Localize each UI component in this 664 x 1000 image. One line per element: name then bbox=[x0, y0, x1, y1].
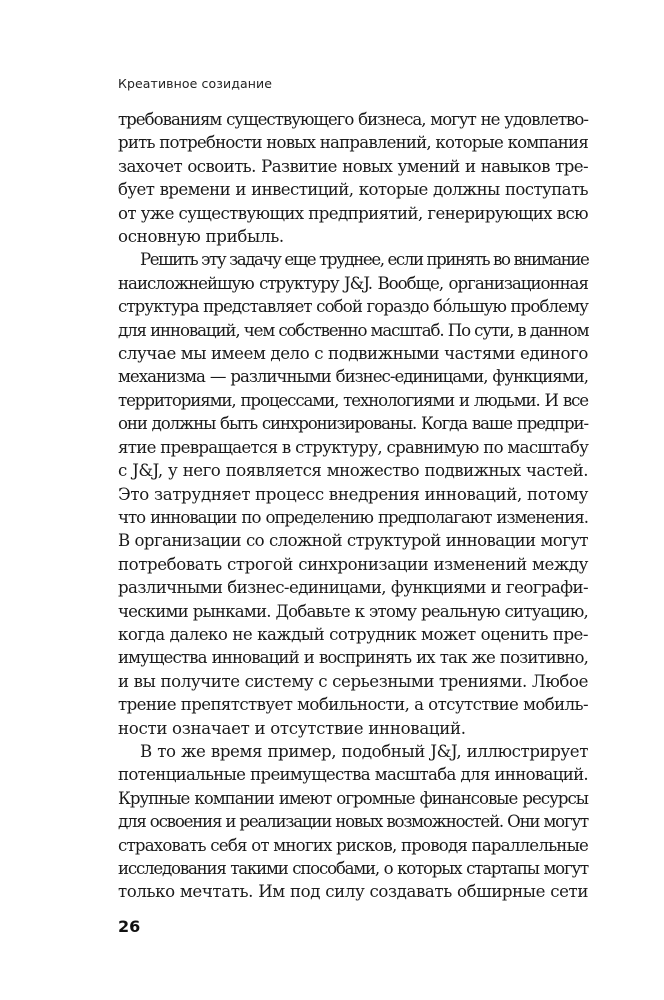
text-line: потенциальные преимущества масштаба для инноваций. bbox=[118, 765, 588, 785]
text-line: потребовать строгой синхронизации изменений между bbox=[118, 554, 588, 574]
text-line: для инноваций, чем собственно масштаб. По сути, в данном bbox=[118, 320, 589, 340]
text-line: различными бизнес-единицами, функциями и географи- bbox=[118, 578, 588, 598]
text-line: структура представляет собой гораздо бóльшую проблему bbox=[118, 297, 588, 317]
text-line: Это затрудняет процесс внедрения инноваций, потому bbox=[118, 484, 589, 504]
body-text bbox=[118, 108, 588, 904]
text-line: территориями, процессами, технологиями и людьми. И все bbox=[118, 390, 588, 410]
text-line: от уже существующих предприятий, генерирующих всю bbox=[118, 203, 588, 223]
text-line: В то же время пример, подобный J&J, иллюстрирует bbox=[140, 741, 588, 761]
text-line: с J&J, у него появляется множество подвижных частей. bbox=[118, 461, 588, 481]
text-line: ности означает и отсутствие инноваций. bbox=[118, 718, 466, 738]
text-line: когда далеко не каждый сотрудник может оценить пре- bbox=[118, 624, 588, 644]
text-line: Решить эту задачу еще труднее, если принять во внимание bbox=[140, 250, 589, 270]
text-line: рить потребности новых направлений, которые компания bbox=[118, 133, 588, 153]
text-line: бует времени и инвестиций, которые должны поступать bbox=[118, 180, 588, 200]
text-line: механизма — различными бизнес-единицами, функциями, bbox=[118, 367, 588, 387]
text-line: трение препятствует мобильности, а отсутствие мобиль- bbox=[118, 695, 588, 715]
text-line: ятие превращается в структуру, сравнимую по масштабу bbox=[118, 437, 589, 457]
text-line: для освоения и реализации новых возможностей. Они могут bbox=[118, 812, 588, 832]
text-line: только мечтать. Им под силу создавать обширные сети bbox=[118, 882, 588, 902]
text-line: требованиям существующего бизнеса, могут не удовлетво- bbox=[118, 110, 588, 129]
text-line: страховать себя от многих рисков, проводя параллельные bbox=[118, 835, 588, 855]
text-line: что инновации по определению предполагают изменения. bbox=[118, 507, 588, 527]
page-number: 26 bbox=[118, 917, 141, 936]
text-line: Крупные компании имеют огромные финансовые ресурсы bbox=[118, 788, 588, 808]
text-line: ческими рынками. Добавьте к этому реальную ситуацию, bbox=[118, 601, 588, 621]
text-line: и вы получите систему с серьезными трениями. Любое bbox=[118, 671, 588, 691]
running-header: Креативное созидание bbox=[118, 76, 272, 91]
text-line: наисложнейшую структуру J&J. Вообще, организационная bbox=[118, 273, 588, 293]
text-line: В организации со сложной структурой инновации могут bbox=[118, 531, 588, 551]
text-line: случае мы имеем дело с подвижными частями единого bbox=[118, 344, 588, 364]
text-line: захочет освоить. Развитие новых умений и навыков тре- bbox=[118, 156, 588, 176]
text-line: основную прибыль. bbox=[118, 227, 284, 247]
text-line: имущества инноваций и воспринять их так же позитивно, bbox=[118, 648, 588, 668]
text-line: исследования такими способами, о которых стартапы могут bbox=[118, 859, 588, 878]
text-line: они должны быть синхронизированы. Когда ваше предпри- bbox=[118, 414, 588, 434]
